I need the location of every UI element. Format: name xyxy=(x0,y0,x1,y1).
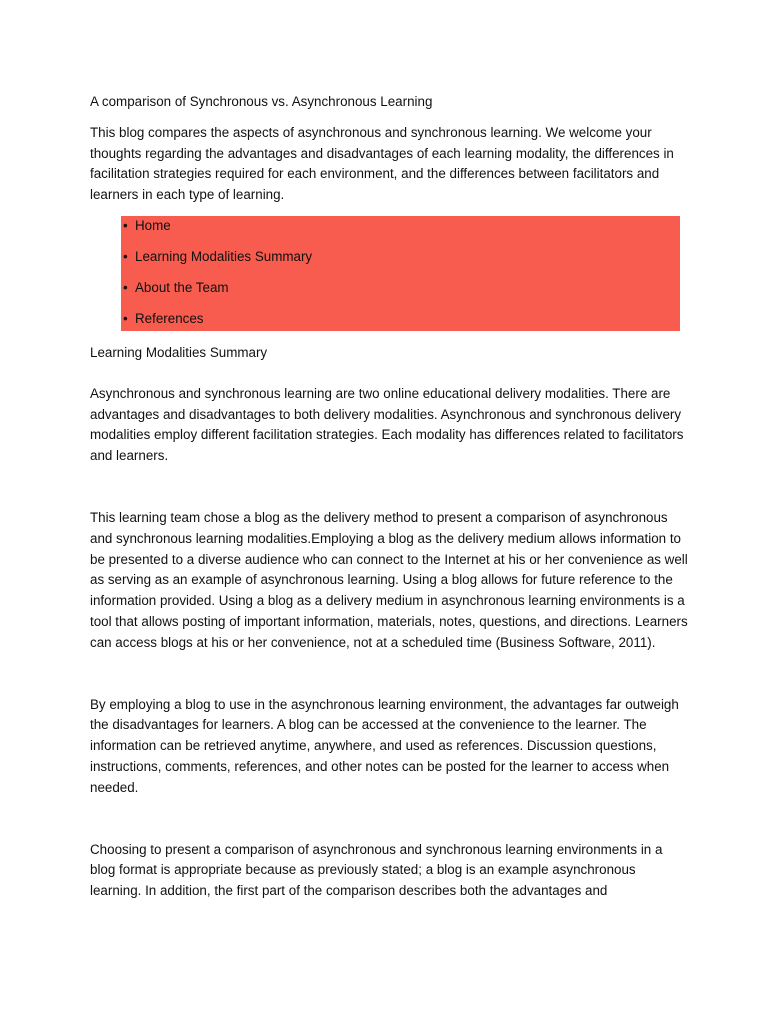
body-paragraph: Choosing to present a comparison of asynchronous and synchronous learning environments in a blog format is appropriate because as previously stated; a blog is an example asynchronous learning. In addition, the first part of the comparison describes both the advantages and xyxy=(90,841,663,899)
bullet-icon: • xyxy=(123,310,128,326)
nav-item-label: Learning Modalities Summary xyxy=(135,248,313,264)
nav-item-label: Home xyxy=(135,217,171,233)
nav-item-home[interactable] xyxy=(121,216,680,247)
document-title: A comparison of Synchronous vs. Asynchronous Learning xyxy=(90,94,433,109)
nav-item-label: About the Team xyxy=(135,279,229,295)
body-paragraph: This learning team chose a blog as the delivery method to present a comparison of asynchronous and synchronous learning modalities.Employing a blog as the delivery medium allows information to be presented to a diverse audience who can connect to the Internet at his or her convenience as well as serving as an example of asynchronous learning. Using a blog allows for future reference to the information provided. Using a blog as a delivery medium in asynchronous learning environments is a tool that allows posting of important information, materials, notes, questions, and directions. Learners can access blogs at his or her convenience, not at a scheduled time (Business Software, 2011). xyxy=(90,509,688,650)
bullet-icon: • xyxy=(123,248,128,264)
nav-item-label: References xyxy=(135,310,204,326)
nav-item-learning-modalities-summary[interactable] xyxy=(121,247,680,278)
section-title: Learning Modalities Summary xyxy=(90,344,268,360)
document-page xyxy=(90,92,690,943)
nav-item-about-the-team[interactable] xyxy=(121,278,680,309)
nav-menu xyxy=(121,216,680,331)
intro-paragraph: This blog compares the aspects of asynchronous and synchronous learning. We welcome your thoughts regarding the advantages and disadvantages of each learning modality, the differences in facilitation strategies required for each environment, and the differences between facilitators and learners in each type of learning. xyxy=(90,124,674,203)
body-paragraph: By employing a blog to use in the asynchronous learning environment, the advantages far outweigh the disadvantages for learners. A blog can be accessed at the convenience to the learner. The information can be retrieved anytime, anywhere, and used as references. Discussion questions, instructions, comments, references, and other notes can be posted for the learner to access when needed. xyxy=(90,696,679,795)
nav-item-references[interactable] xyxy=(121,309,680,331)
body-paragraph: Asynchronous and synchronous learning are two online educational delivery modalities. There are advantages and disadvantages to both delivery modalities. Asynchronous and synchronous delivery modalities employ different facilitation strategies. Each modality has differences related to facilitators and learners. xyxy=(90,385,684,464)
bullet-icon: • xyxy=(123,217,128,233)
bullet-icon: • xyxy=(123,279,128,295)
